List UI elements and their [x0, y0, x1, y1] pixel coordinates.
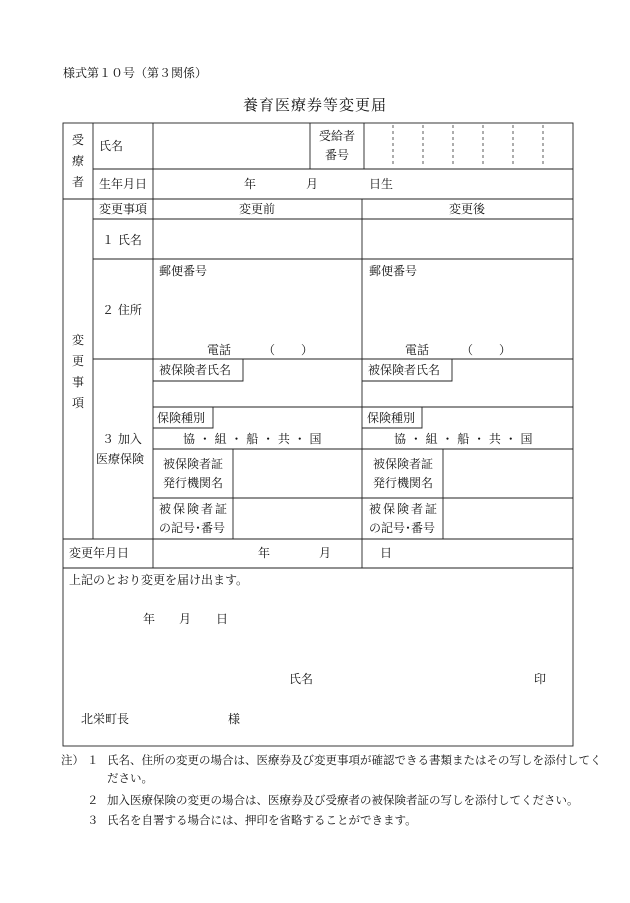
row-name-label: １ 氏名 — [102, 233, 142, 247]
after-issuer-label-2: 発行機関名 — [373, 476, 434, 490]
change-label-4: 項 — [71, 396, 84, 410]
after-insurance-types: 協 ・ 組 ・ 船 ・ 共 ・ 国 — [394, 432, 533, 446]
recipient-label-1: 受 — [71, 133, 84, 147]
birth-date-label: 生年月日 — [99, 177, 148, 191]
before-issuer-label-1: 被保険者証 — [163, 457, 224, 471]
recipient-label-3: 者 — [71, 175, 84, 189]
note-2-number: ２ — [87, 793, 99, 807]
change-date-label: 変更年月日 — [69, 546, 130, 560]
birth-day-label: 日生 — [369, 177, 394, 191]
note-2-text: 加入医療保険の変更の場合は、医療券及び受療者の被保険者証の写しを添付してください。 — [107, 793, 579, 807]
row-address-label: ２ 住所 — [102, 303, 142, 317]
col-after: 変更後 — [449, 202, 486, 216]
note-3-text: 氏名を自署する場合には、押印を省略することができます。 — [107, 813, 417, 827]
after-symbol-label-1: 被保険者証 — [369, 502, 440, 516]
recipient-number-label-1: 受給者 — [319, 129, 356, 143]
declaration-name-label: 氏名 — [289, 672, 314, 686]
row-insurance-label-2: 医療保険 — [96, 452, 145, 466]
note-3-number: ３ — [87, 813, 99, 827]
before-insurance-type-label: 保険種別 — [157, 411, 206, 425]
birth-year-label: 年 — [244, 177, 257, 191]
after-issuer-label-1: 被保険者証 — [373, 457, 434, 471]
change-date-month: 月 — [319, 546, 332, 560]
after-symbol-label-2: の記号･番号 — [369, 521, 436, 535]
declaration-day: 日 — [216, 612, 229, 626]
note-1-text: 氏名、住所の変更の場合は、医療券及び変更事項が確認できる書類またはその写しを添付してく — [107, 753, 602, 767]
before-phone-paren-close: ） — [301, 343, 314, 357]
birth-month-label: 月 — [306, 177, 319, 191]
before-symbol-label-2: の記号･番号 — [159, 521, 226, 535]
change-label-2: 更 — [71, 354, 84, 368]
after-insured-name-label: 被保険者氏名 — [368, 363, 441, 377]
addressee-honorific: 様 — [228, 712, 241, 726]
change-date-year: 年 — [258, 546, 271, 560]
declaration-statement: 上記のとおり変更を届け出ます。 — [69, 573, 249, 587]
declaration-year: 年 — [143, 612, 156, 626]
after-insurance-type-label: 保険種別 — [367, 411, 416, 425]
row-insurance-label-1: ３ 加入 — [102, 432, 142, 446]
declaration-month: 月 — [179, 612, 192, 626]
form-code: 様式第１０号（第３関係） — [63, 66, 208, 80]
before-postal-label: 郵便番号 — [159, 264, 208, 278]
page-title: 養育医療券等変更届 — [242, 96, 387, 114]
after-phone-label: 電話 — [405, 343, 430, 357]
seal-mark: 印 — [534, 672, 547, 686]
after-phone-paren-open: （ — [461, 343, 474, 357]
note-1-number: １ — [87, 753, 99, 767]
notes-prefix: 注） — [61, 753, 84, 767]
addressee: 北栄町長 — [81, 712, 130, 726]
note-1-continuation: ださい。 — [107, 771, 153, 785]
after-phone-paren-close: ） — [499, 343, 512, 357]
change-label-1: 変 — [71, 333, 84, 347]
recipient-name-label: 氏名 — [99, 139, 124, 153]
change-date-day: 日 — [380, 546, 393, 560]
before-symbol-label-1: 被保険者証 — [159, 502, 230, 516]
before-phone-label: 電話 — [207, 343, 232, 357]
recipient-label-2: 療 — [71, 154, 84, 168]
before-insured-name-label: 被保険者氏名 — [159, 363, 232, 377]
before-insurance-types: 協 ・ 組 ・ 船 ・ 共 ・ 国 — [183, 432, 322, 446]
col-change-item: 変更事項 — [99, 202, 148, 216]
before-issuer-label-2: 発行機関名 — [163, 476, 224, 490]
change-label-3: 事 — [71, 375, 84, 389]
after-postal-label: 郵便番号 — [369, 264, 418, 278]
before-phone-paren-open: （ — [263, 343, 276, 357]
col-before: 変更前 — [239, 202, 276, 216]
recipient-number-label-2: 番号 — [325, 148, 350, 162]
